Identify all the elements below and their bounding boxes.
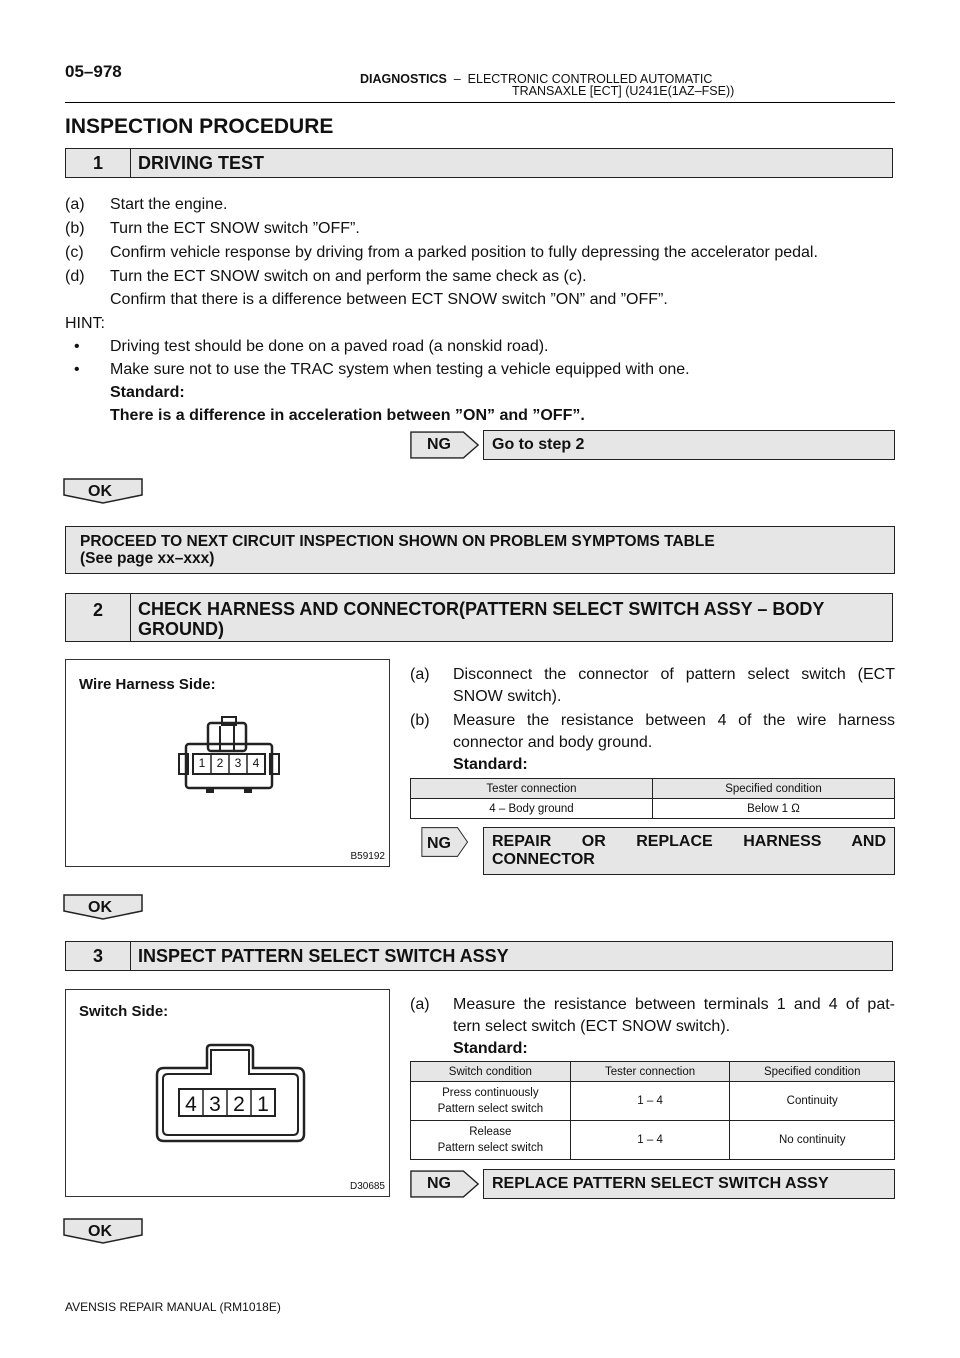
item-label: (d) bbox=[65, 268, 85, 285]
cell-line: Pattern select switch bbox=[437, 1103, 544, 1115]
item-label: (a) bbox=[410, 996, 430, 1013]
step-3-header bbox=[65, 941, 893, 971]
pin-label: 3 bbox=[209, 1093, 221, 1116]
table-cell: 1 – 4 bbox=[570, 1082, 730, 1121]
ng-result-text: REPAIR OR REPLACE HARNESS AND bbox=[492, 833, 886, 850]
ng-result-box bbox=[483, 827, 895, 875]
figure-code: B59192 bbox=[350, 851, 385, 862]
step-title-cont: GROUND) bbox=[138, 619, 224, 639]
item-text: Measure the resistance between terminals 1 and 4 of pat- bbox=[453, 996, 895, 1013]
bullet-icon: • bbox=[74, 361, 80, 378]
ok-result-line: PROCEED TO NEXT CIRCUIT INSPECTION SHOWN ON PROBLEM SYMPTOMS TABLE bbox=[80, 533, 715, 550]
figure-label: Wire Harness Side: bbox=[79, 676, 216, 693]
pin-label: 2 bbox=[233, 1093, 245, 1116]
connector-diagram-icon bbox=[176, 712, 286, 794]
table-cell: 1 – 4 bbox=[570, 1121, 730, 1160]
hint-label: HINT: bbox=[65, 315, 105, 332]
ng-result-text: REPLACE PATTERN SELECT SWITCH ASSY bbox=[492, 1175, 829, 1192]
pin-label: 4 bbox=[252, 756, 260, 770]
standard-label: Standard: bbox=[453, 1040, 528, 1057]
item-text: Start the engine. bbox=[110, 196, 228, 213]
figure-code: D30685 bbox=[349, 1181, 385, 1192]
ng-result-text-cont: CONNECTOR bbox=[492, 851, 595, 868]
hint-text: Make sure not to use the TRAC system when testing a vehicle equipped with one. bbox=[110, 361, 690, 378]
table-cell bbox=[411, 1082, 571, 1121]
ng-label: NG bbox=[427, 1175, 451, 1192]
step-number: 3 bbox=[66, 942, 131, 970]
item-label: (a) bbox=[65, 196, 85, 213]
standard-text: There is a difference in acceleration between ”ON” and ”OFF”. bbox=[110, 407, 585, 424]
ng-label: NG bbox=[427, 436, 451, 453]
subsection-title: TRANSAXLE [ECT] (U241E(1AZ–FSE)) bbox=[512, 84, 735, 98]
table-row bbox=[411, 1121, 895, 1160]
pin-label: 1 bbox=[198, 756, 206, 770]
item-label: (c) bbox=[65, 244, 84, 261]
table-header: Specified condition bbox=[730, 1062, 895, 1082]
step-1-header bbox=[65, 148, 893, 178]
item-text: Turn the ECT SNOW switch on and perform the same check as (c). bbox=[110, 268, 587, 285]
bullet-icon: • bbox=[74, 338, 80, 355]
ok-label: OK bbox=[88, 899, 112, 916]
table-cell bbox=[411, 1121, 571, 1160]
ok-result-box bbox=[65, 526, 895, 574]
pin-label: 3 bbox=[234, 756, 242, 770]
item-label: (b) bbox=[65, 220, 85, 237]
section-bold: DIAGNOSTICS bbox=[360, 72, 447, 86]
cell-line: Release bbox=[469, 1126, 512, 1138]
table-header: Tester connection bbox=[411, 779, 653, 799]
pin-label: 4 bbox=[185, 1093, 197, 1116]
standard-label: Standard: bbox=[453, 756, 528, 773]
cell-line: Press continuously bbox=[442, 1087, 539, 1099]
item-text-cont: tern select switch (ECT SNOW switch). bbox=[453, 1018, 731, 1035]
item-text-cont: Confirm that there is a difference between ECT SNOW switch ”ON” and ”OFF”. bbox=[110, 291, 668, 308]
section-rest: – ELECTRONIC CONTROLLED AUTOMATIC bbox=[446, 72, 713, 86]
standard-label: Standard: bbox=[110, 384, 185, 401]
ok-label: OK bbox=[88, 483, 112, 500]
item-label: (b) bbox=[410, 712, 430, 729]
pin-labels bbox=[193, 756, 265, 770]
item-text: Disconnect the connector of pattern select switch (ECT bbox=[453, 666, 895, 683]
ng-result-box bbox=[483, 430, 895, 460]
figure-switch-side bbox=[65, 989, 390, 1197]
ok-label: OK bbox=[88, 1223, 112, 1240]
table-cell: Continuity bbox=[730, 1082, 895, 1121]
table-header: Switch condition bbox=[411, 1062, 571, 1082]
item-text: Confirm vehicle response by driving from a parked position to fully depressing the accelerator pedal. bbox=[110, 244, 818, 261]
item-text-cont: SNOW switch). bbox=[453, 688, 562, 705]
table-cell: Below 1 Ω bbox=[653, 799, 895, 819]
cell-line: Pattern select switch bbox=[437, 1142, 544, 1154]
figure-wire-harness bbox=[65, 659, 390, 867]
page-title: INSPECTION PROCEDURE bbox=[65, 115, 334, 138]
step-number: 1 bbox=[66, 149, 131, 177]
spec-table bbox=[410, 1061, 895, 1160]
footer: AVENSIS REPAIR MANUAL (RM1018E) bbox=[65, 1300, 281, 1314]
step-title: CHECK HARNESS AND CONNECTOR(PATTERN SELECT SWITCH ASSY – BODY bbox=[138, 599, 825, 619]
item-text: Measure the resistance between 4 of the wire harness bbox=[453, 712, 895, 729]
table-cell: 4 – Body ground bbox=[411, 799, 653, 819]
figure-label: Switch Side: bbox=[79, 1003, 169, 1020]
page-number: 05–978 bbox=[65, 62, 122, 81]
item-text-cont: connector and body ground. bbox=[453, 734, 653, 751]
pin-labels bbox=[179, 1093, 275, 1117]
ng-result-text: Go to step 2 bbox=[492, 436, 585, 453]
table-cell: No continuity bbox=[730, 1121, 895, 1160]
table-row bbox=[411, 799, 895, 819]
spec-table bbox=[410, 778, 895, 819]
ng-label: NG bbox=[427, 835, 451, 852]
item-text: Turn the ECT SNOW switch ”OFF”. bbox=[110, 220, 360, 237]
table-row bbox=[411, 1082, 895, 1121]
step-2-header bbox=[65, 593, 893, 642]
table-header: Tester connection bbox=[570, 1062, 730, 1082]
pin-label: 2 bbox=[216, 756, 224, 770]
ok-result-line: (See page xx–xxx) bbox=[80, 550, 215, 567]
step-title: INSPECT PATTERN SELECT SWITCH ASSY bbox=[138, 946, 509, 966]
header-divider bbox=[65, 102, 895, 103]
step-title: DRIVING TEST bbox=[138, 153, 265, 173]
step-number: 2 bbox=[66, 594, 131, 641]
table-header: Specified condition bbox=[653, 779, 895, 799]
hint-text: Driving test should be done on a paved road (a nonskid road). bbox=[110, 338, 549, 355]
item-label: (a) bbox=[410, 666, 430, 683]
ng-result-box bbox=[483, 1169, 895, 1199]
pin-label: 1 bbox=[257, 1093, 269, 1116]
